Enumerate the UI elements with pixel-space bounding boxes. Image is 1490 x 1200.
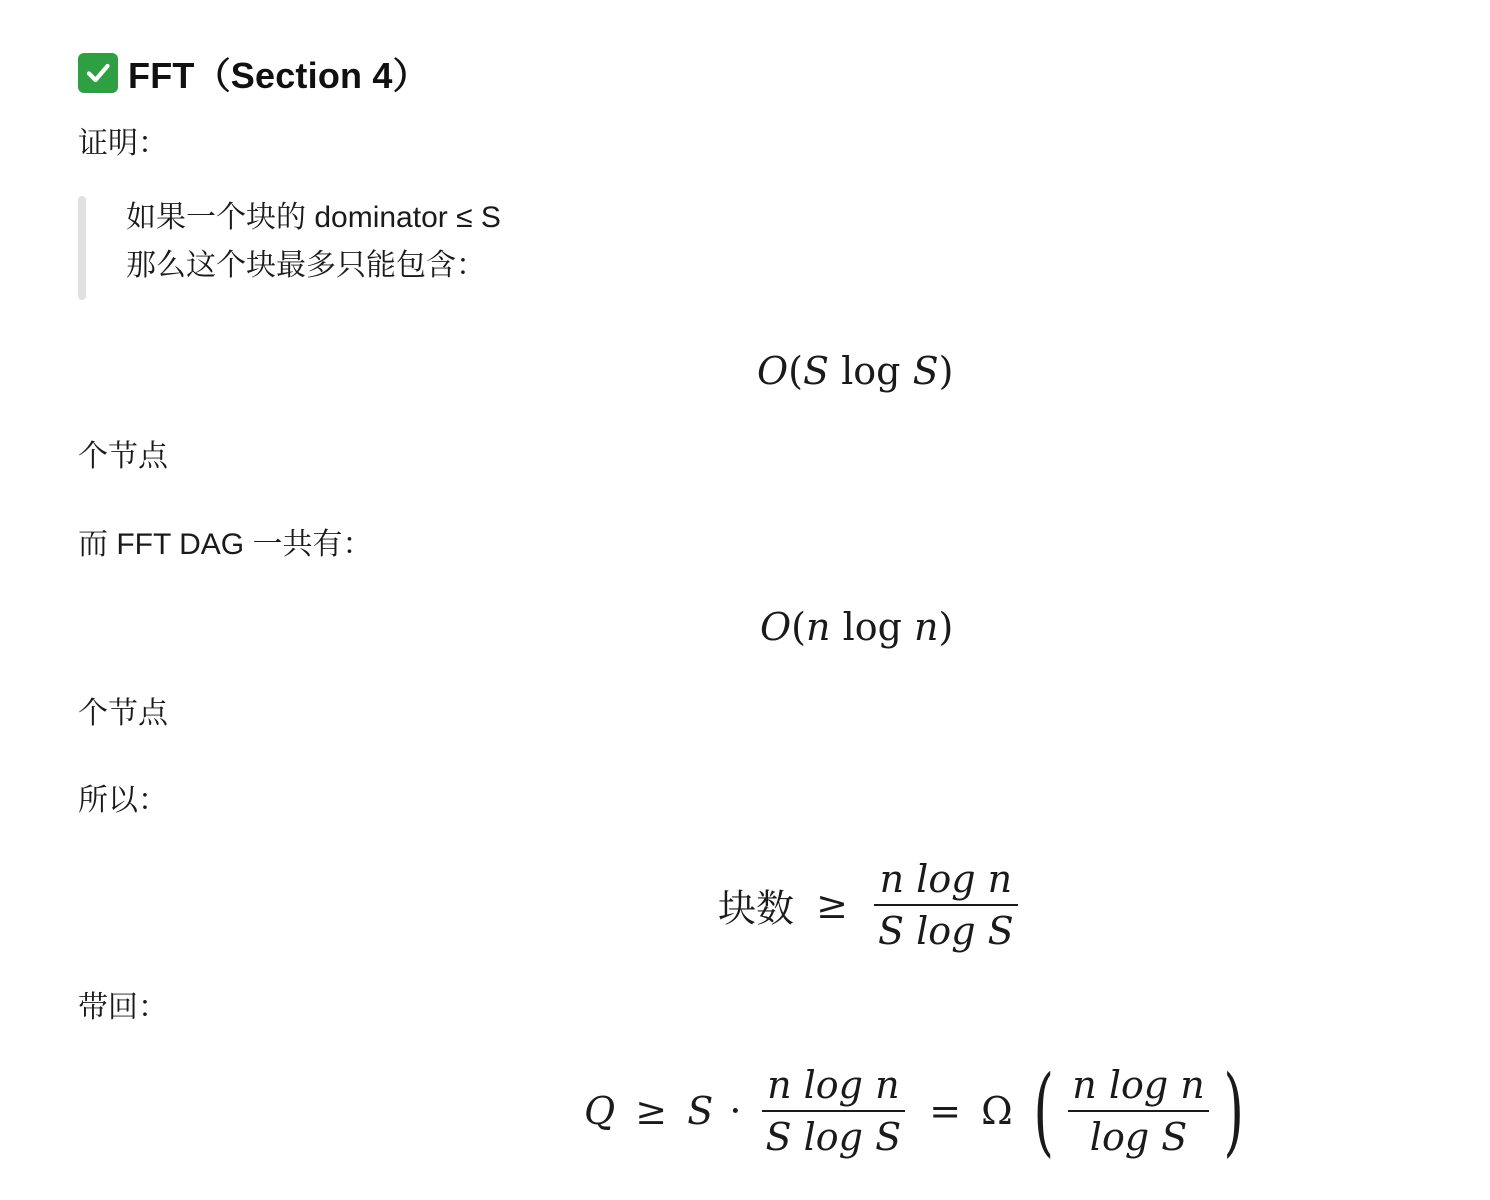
- equation-block-count: [718, 856, 1022, 954]
- check-mark-button-icon: [78, 53, 118, 93]
- eq4-Q: Q: [584, 1089, 616, 1133]
- equation-io-bound: [584, 1055, 1252, 1167]
- eq4-S: S: [687, 1089, 714, 1133]
- eq2-rparen: ): [938, 605, 954, 649]
- eq3-denominator: S log S: [878, 909, 1014, 953]
- eq2-n: n: [805, 605, 831, 649]
- eq3-geq: ≥: [816, 883, 848, 927]
- fraction-bar: [874, 904, 1018, 906]
- eq4-right-paren: ): [1223, 1055, 1244, 1167]
- eq4-equals: =: [929, 1089, 962, 1133]
- eq4-denominator-2: log S: [1089, 1115, 1188, 1159]
- eq2-log: log: [842, 605, 902, 649]
- eq4-fraction-1: [762, 1062, 906, 1160]
- eq1-S: S: [802, 349, 830, 393]
- so-text: 所以：: [78, 784, 168, 817]
- section-heading: [78, 50, 429, 96]
- eq1-S: S: [912, 349, 939, 393]
- eq4-fraction-2: [1068, 1062, 1208, 1160]
- eq3-fraction: [874, 856, 1018, 954]
- eq4-omega: Ω: [981, 1089, 1013, 1133]
- fraction-bar: [1068, 1110, 1208, 1112]
- blockquote-line-1: 如果一个块的 dominator ≤ S: [126, 201, 501, 234]
- eq2-lparen: (: [791, 605, 806, 649]
- blockquote: [78, 196, 778, 300]
- eq1-rparen: ): [938, 349, 954, 393]
- blockquote-bar: [78, 196, 86, 300]
- proof-label: 证明：: [78, 127, 168, 160]
- eq4-geq: ≥: [635, 1089, 668, 1133]
- nodes-text: 个节点: [78, 697, 168, 730]
- substitute-text: 带回：: [78, 991, 168, 1024]
- eq3-numerator: n log n: [879, 857, 1013, 901]
- nodes-text: 个节点: [78, 440, 168, 473]
- eq1-lparen: (: [788, 349, 803, 393]
- fft-dag-text: 而 FFT DAG 一共有：: [78, 528, 373, 561]
- eq1-log: log: [841, 349, 901, 393]
- equation-block-size: [757, 347, 953, 395]
- eq4-left-paren: (: [1033, 1055, 1054, 1167]
- eq2-n: n: [914, 605, 939, 649]
- eq3-lhs: 块数: [718, 886, 795, 931]
- equation-fft-total: [760, 603, 953, 651]
- eq4-numerator-2: n log n: [1072, 1063, 1205, 1107]
- blockquote-line-2: 那么这个块最多只能包含：: [126, 249, 486, 282]
- fraction-bar: [762, 1110, 906, 1112]
- heading-title: FFT（Section 4）: [128, 54, 429, 96]
- eq4-numerator-1: n log n: [767, 1063, 900, 1107]
- eq4-denominator-1: S log S: [765, 1115, 902, 1159]
- eq2-O: O: [760, 605, 792, 649]
- eq1-O: O: [757, 349, 789, 393]
- eq4-cdot: ·: [729, 1089, 742, 1133]
